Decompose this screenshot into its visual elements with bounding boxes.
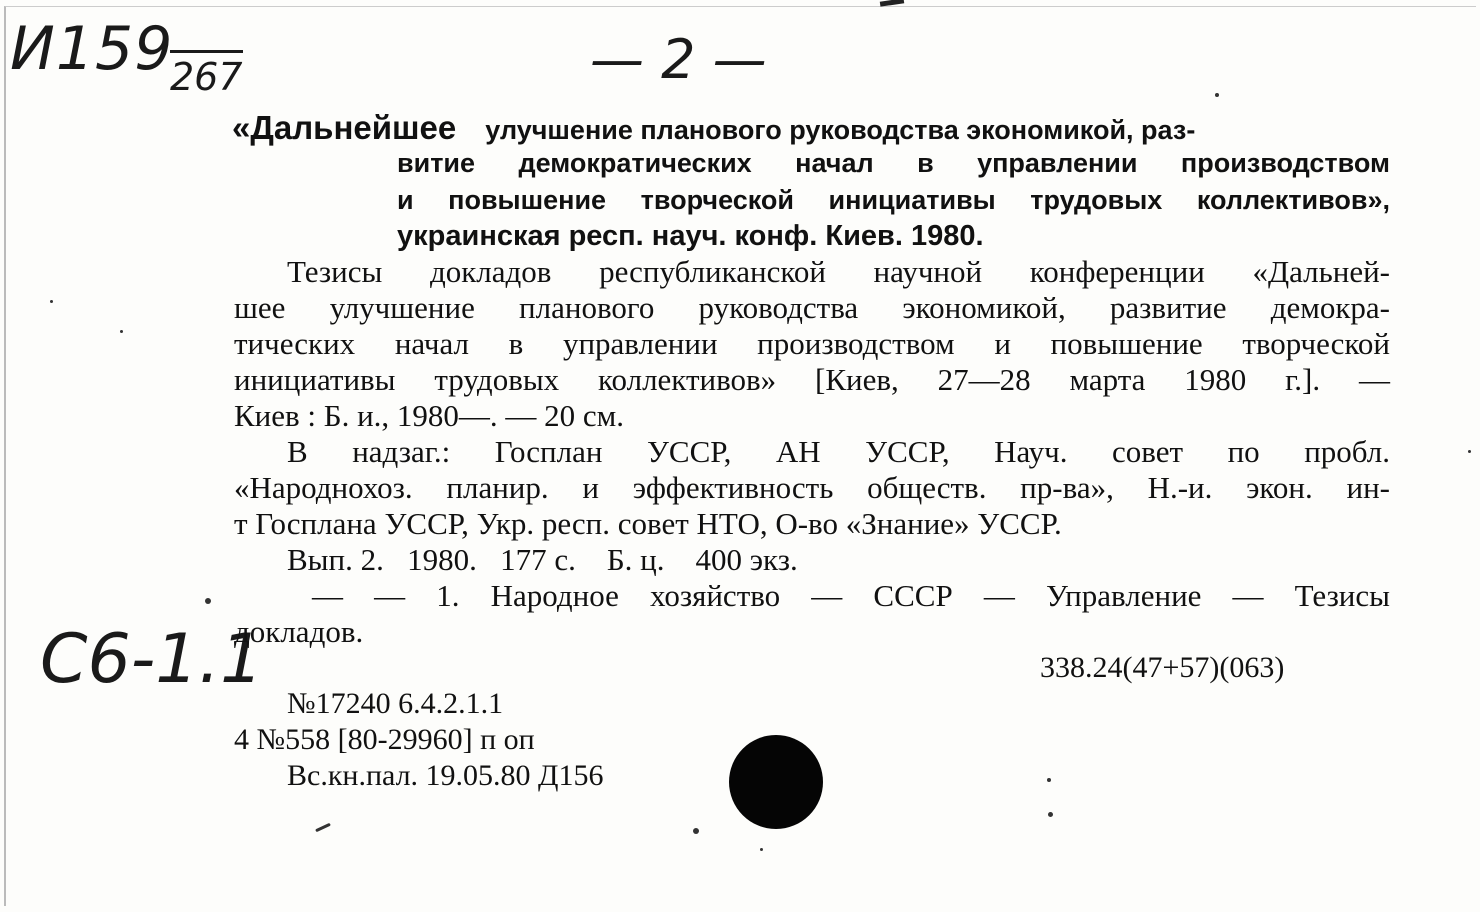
scan-speck (50, 300, 53, 303)
subject-line-1: — — 1. Народное хозяйство — СССР — Управление — Тезисы (312, 578, 1390, 613)
description-line-1: Тезисы докладов республиканской научной конференции «Дальней- (287, 254, 1390, 289)
scan-speck (693, 828, 699, 834)
handwritten-shelf-mark-main: И159 (10, 14, 174, 84)
handwritten-shelf-mark (10, 14, 173, 84)
header-note-line-2: «Народнохоз. планир. и эффективность обществ. пр-ва», Н.-и. экон. ин- (234, 470, 1390, 505)
title-line-3: и повышение творческой инициативы трудовых коллективов», (397, 185, 1390, 215)
record-line-1: №17240 6.4.2.1.1 (287, 687, 504, 720)
title-line-2: витие демократических начал в управлении производством (397, 148, 1390, 178)
record-line-3: Вс.кн.пал. 19.05.80 Д156 (287, 759, 604, 792)
handwritten-shelf-mark-sub (170, 50, 243, 99)
scan-speck (1215, 93, 1219, 97)
handwritten-shelf-mark-sub-text: 267 (170, 55, 243, 99)
classification-code: 338.24(47+57)(063) (1040, 651, 1285, 684)
description-line-3: тических начал в управлении производством и повышение творческой (234, 326, 1390, 361)
title-line-1 (232, 110, 1390, 148)
header-note-line-1: В надзаг.: Госплан УССР, АН УССР, Науч. совет по пробл. (287, 434, 1390, 469)
scan-speck (760, 848, 763, 851)
description-line-4: инициативы трудовых коллективов» [Киев, 27—28 марта 1980 г.]. — (234, 362, 1390, 397)
title-line-4: украинская респ. науч. конф. Киев. 1980. (397, 220, 984, 252)
handwritten-bottom-mark-text: С6-1.1 (40, 620, 264, 699)
scan-speck (1048, 812, 1053, 817)
punch-hole (729, 735, 823, 829)
subject-line-2: докладов. (234, 614, 364, 649)
scan-speck (120, 330, 123, 333)
header-note-line-3: т Госплана УССР, Укр. респ. совет НТО, О-во «Знание» УССР. (234, 506, 1062, 541)
handwritten-page-number (590, 30, 767, 90)
title-line-1-text: улучшение планового руководства экономикой, раз- (485, 115, 1196, 145)
description-line-5: Киев : Б. и., 1980—. — 20 см. (234, 398, 625, 433)
issue-line: Вып. 2. 1980. 177 с. Б. ц. 400 экз. (287, 542, 798, 577)
handwritten-bottom-mark (40, 620, 263, 700)
scan-speck (1047, 778, 1051, 782)
scan-speck (1468, 450, 1471, 453)
record-line-2: 4 №558 [80-29960] п оп (234, 723, 535, 756)
scan-speck (205, 598, 211, 604)
handwritten-page-number-text: — 2 — (590, 28, 767, 91)
title-lead: «Дальнейшее (232, 109, 457, 146)
description-line-2: шее улучшение планового руководства экономикой, развитие демокра- (234, 290, 1390, 325)
